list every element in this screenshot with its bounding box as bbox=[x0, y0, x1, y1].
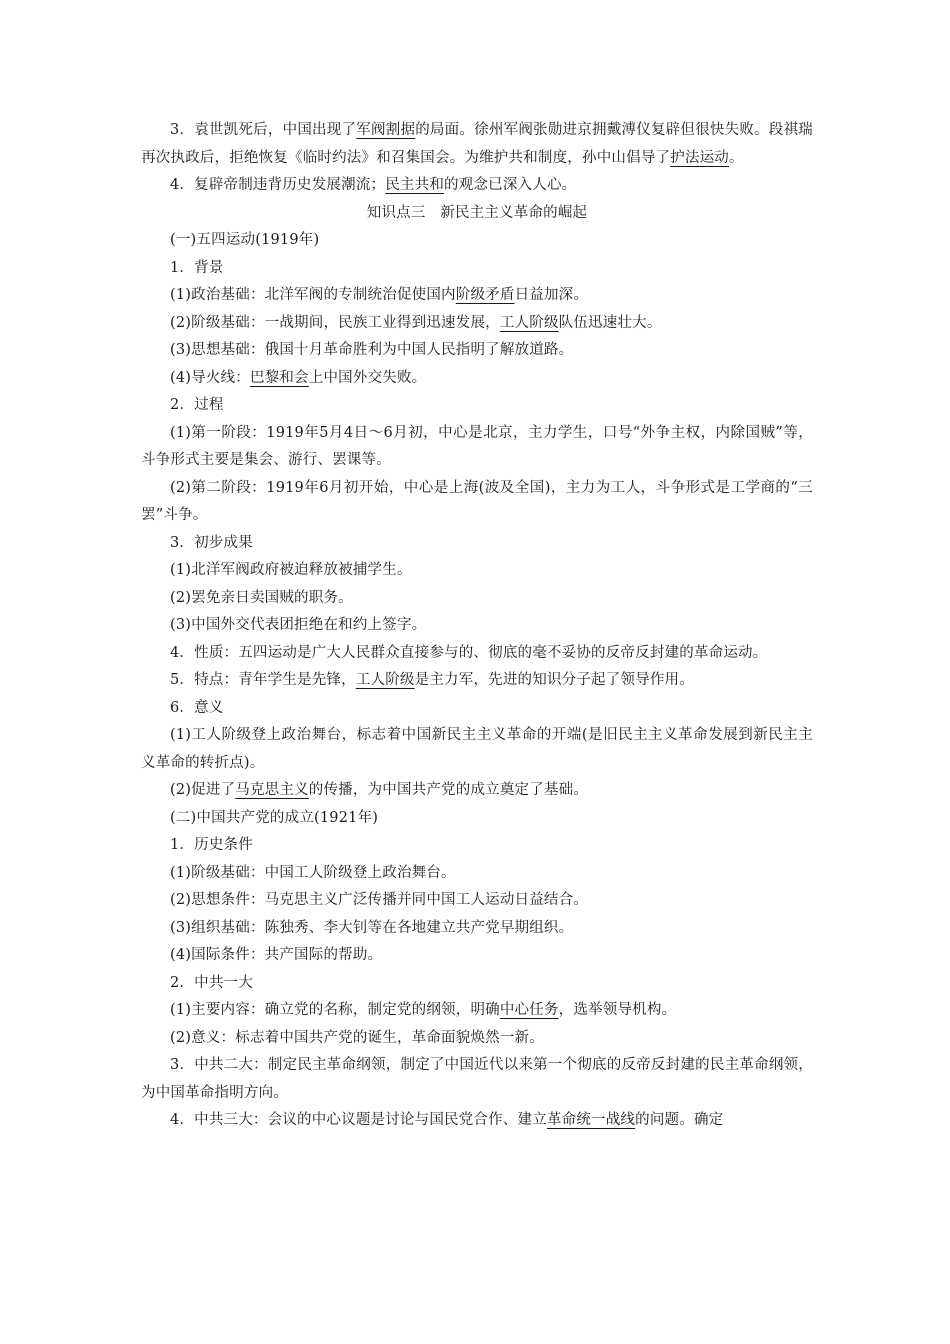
paragraph bbox=[141, 942, 813, 970]
paragraph bbox=[141, 255, 813, 283]
paragraph bbox=[141, 117, 813, 172]
text-run: 4．复辟帝制违背历史发展潮流； bbox=[170, 177, 386, 193]
text-run: (1)第一阶段：1919年5月4日～6月初，中心是北京，主力学生，口号“外争主权，内除国贼”等，斗争形式主要是集会、游行、罢课等。 bbox=[141, 424, 813, 468]
text-run: 4．性质：五四运动是广大人民群众直接参与的、彻底的毫不妥协的反帝反封建的革命运动。 bbox=[170, 644, 768, 661]
paragraph bbox=[141, 282, 813, 310]
text-run: (2)促进了 bbox=[170, 782, 236, 798]
paragraph bbox=[141, 585, 813, 613]
text-run: 4．中共三大：会议的中心议题是讨论与国民党合作、建立 bbox=[170, 1112, 547, 1128]
paragraph bbox=[141, 1107, 813, 1135]
paragraph bbox=[141, 420, 813, 475]
underlined-key-term: 工人阶级 bbox=[499, 314, 559, 331]
text-run: 是主力军，先进的知识分子起了领导作用。 bbox=[414, 672, 694, 688]
text-run: (2)第二阶段：1919年6月初开始，中心是上海(波及全国)，主力为工人，斗争形式是工学商的“三罢”斗争。 bbox=[141, 479, 813, 523]
underlined-key-term: 工人阶级 bbox=[355, 672, 415, 688]
text-run: 3．袁世凯死后，中国出现了 bbox=[170, 122, 357, 138]
paragraph bbox=[141, 172, 813, 200]
text-run: 3．初步成果 bbox=[170, 534, 253, 551]
paragraph bbox=[141, 640, 813, 668]
text-run: 的局面。徐州军阀张勋进京拥戴溥仪复辟但很快失败。段祺瑞再次执政后，拒绝恢复《临时约法》和召集国会。为维护共和制度，孙中山倡导了 bbox=[141, 122, 813, 166]
section-title bbox=[141, 200, 813, 228]
text-run: (一)五四运动(1919年) bbox=[170, 232, 320, 248]
underlined-key-term: 阶级矛盾 bbox=[455, 287, 515, 303]
underlined-key-term: 军阀割据 bbox=[356, 122, 416, 138]
paragraph bbox=[141, 1052, 813, 1107]
text-run: 6．意义 bbox=[170, 699, 224, 716]
text-run: (2)思想条件：马克思主义广泛传播并同中国工人运动日益结合。 bbox=[170, 892, 589, 908]
text-run: (1)阶级基础：中国工人阶级登上政治舞台。 bbox=[170, 864, 456, 881]
paragraph bbox=[141, 530, 813, 558]
text-run: 知识点三 新民主主义革命的崛起 bbox=[366, 204, 588, 221]
text-run: 。 bbox=[729, 149, 744, 166]
paragraph bbox=[141, 1025, 813, 1053]
text-run: 1．背景 bbox=[170, 259, 224, 276]
underlined-key-term: 民主共和 bbox=[385, 177, 445, 193]
text-run: (1)工人阶级登上政治舞台，标志着中国新民主主义革命的开端(是旧民主主义革命发展到新民主主义革命的转折点)。 bbox=[141, 727, 813, 771]
underlined-key-term: 护法运动 bbox=[670, 149, 730, 166]
paragraph bbox=[141, 337, 813, 365]
paragraph bbox=[141, 475, 813, 530]
text-run: 日益加深。 bbox=[514, 287, 589, 303]
text-run: ，选举领导机构。 bbox=[558, 1002, 677, 1018]
text-run: 的问题。确定 bbox=[635, 1112, 724, 1128]
paragraph bbox=[141, 997, 813, 1025]
paragraph bbox=[141, 612, 813, 640]
paragraph bbox=[141, 310, 813, 338]
paragraph bbox=[141, 227, 813, 255]
paragraph bbox=[141, 805, 813, 833]
text-run: 的观念已深入人心。 bbox=[444, 177, 577, 193]
paragraph bbox=[141, 832, 813, 860]
text-run: 的传播，为中国共产党的成立奠定了基础。 bbox=[308, 782, 589, 798]
paragraph bbox=[141, 392, 813, 420]
paragraph bbox=[141, 557, 813, 585]
text-run: (3)组织基础：陈独秀、李大钊等在各地建立共产党早期组织。 bbox=[170, 919, 574, 936]
text-run: 上中国外交失败。 bbox=[308, 369, 427, 386]
paragraph bbox=[141, 887, 813, 915]
text-run: 3．中共二大：制定民主革命纲领，制定了中国近代以来第一个彻底的反帝反封建的民主革命纲领，为中国革命指明方向。 bbox=[141, 1057, 813, 1101]
text-run: 2．过程 bbox=[170, 397, 224, 413]
underlined-key-term: 巴黎和会 bbox=[249, 369, 309, 386]
text-run: (二)中国共产党的成立(1921年) bbox=[170, 809, 379, 826]
paragraph bbox=[141, 722, 813, 777]
text-run: 5．特点：青年学生是先锋， bbox=[170, 672, 356, 688]
paragraph bbox=[141, 777, 813, 805]
underlined-key-term: 马克思主义 bbox=[235, 782, 309, 798]
text-run: (2)意义：标志着中国共产党的诞生，革命面貌焕然一新。 bbox=[170, 1029, 544, 1046]
paragraph bbox=[141, 915, 813, 943]
paragraph bbox=[141, 970, 813, 998]
paragraph bbox=[141, 695, 813, 723]
text-run: (2)阶级基础：一战期间，民族工业得到迅速发展， bbox=[170, 314, 500, 331]
document-body bbox=[141, 117, 813, 1135]
text-run: (3)思想基础：俄国十月革命胜利为中国人民指明了解放道路。 bbox=[170, 342, 574, 358]
text-run: 1．历史条件 bbox=[170, 837, 253, 853]
text-run: (1)主要内容：确立党的名称，制定党的纲领，明确 bbox=[170, 1002, 500, 1018]
text-run: (1)北洋军阀政府被迫释放被捕学生。 bbox=[170, 562, 412, 578]
text-run: (1)政治基础：北洋军阀的专制统治促使国内 bbox=[170, 287, 456, 303]
paragraph bbox=[141, 667, 813, 695]
text-run: (4)国际条件：共产国际的帮助。 bbox=[170, 947, 383, 963]
text-run: (2)罢免亲日卖国贼的职务。 bbox=[170, 589, 353, 606]
paragraph bbox=[141, 365, 813, 393]
text-run: (3)中国外交代表团拒绝在和约上签字。 bbox=[170, 617, 427, 633]
underlined-key-term: 中心任务 bbox=[499, 1002, 559, 1018]
text-run: 2．中共一大 bbox=[170, 974, 253, 991]
text-run: 队伍迅速壮大。 bbox=[558, 314, 662, 331]
text-run: (4)导火线： bbox=[170, 369, 250, 386]
underlined-key-term: 革命统一战线 bbox=[546, 1112, 636, 1128]
paragraph bbox=[141, 860, 813, 888]
